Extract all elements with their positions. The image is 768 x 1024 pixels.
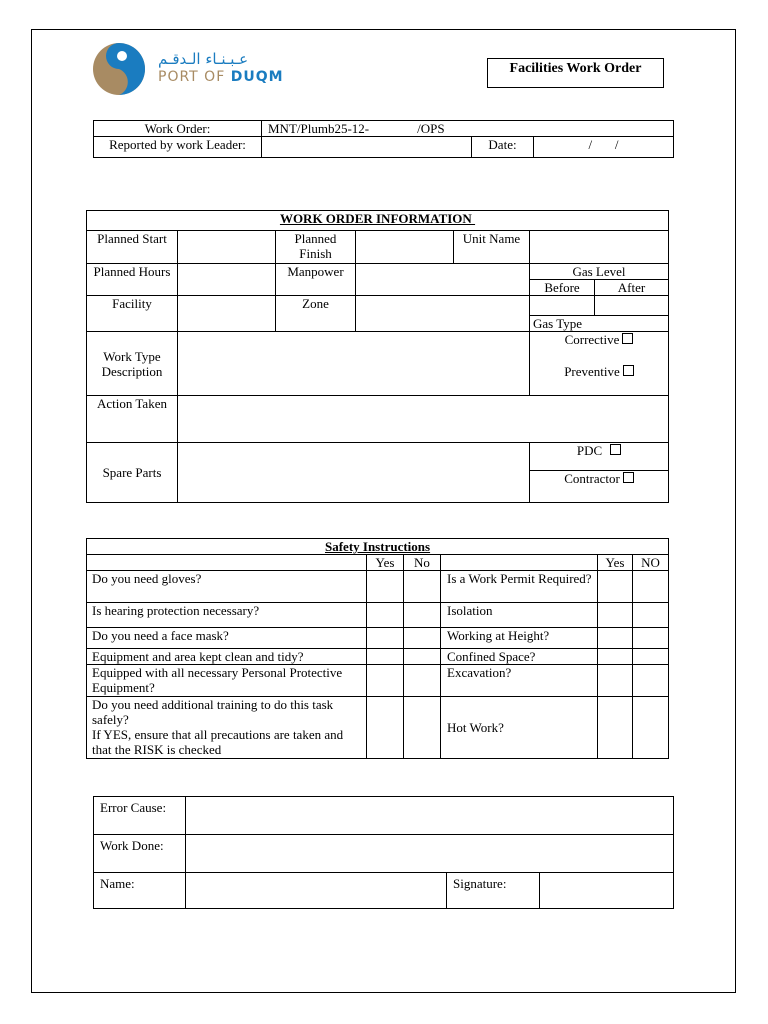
safety-yes-cell[interactable] [367, 649, 404, 665]
pdc-option[interactable] [530, 443, 669, 471]
preventive-checkbox[interactable] [623, 365, 634, 376]
work-order-header-table [93, 120, 674, 158]
safety-row [87, 665, 669, 697]
gas-after-label: After [595, 280, 669, 296]
unit-name-field[interactable] [530, 231, 669, 264]
corrective-checkbox[interactable] [622, 333, 633, 344]
manpower-field[interactable] [356, 264, 530, 296]
unit-name-label: Unit Name [454, 231, 530, 264]
safety-yes-cell[interactable] [598, 665, 633, 697]
corrective-label: Corrective [564, 332, 620, 347]
safety-yes-cell[interactable] [598, 697, 633, 759]
info-title-text: WORK ORDER INFORMATION [279, 211, 476, 226]
work-order-value[interactable] [262, 121, 674, 137]
safety-yes-cell[interactable] [367, 665, 404, 697]
safety-yes-cell[interactable] [367, 603, 404, 628]
work-order-label: Work Order: [94, 121, 262, 137]
safety-yes-cell[interactable] [367, 697, 404, 759]
contractor-option[interactable] [530, 471, 669, 503]
logo-arabic-text: عـبـنـاء الـدقـم [158, 50, 249, 68]
date-field[interactable]: / / [534, 137, 674, 158]
planned-finish-field[interactable] [356, 231, 454, 264]
planned-hours-field[interactable] [178, 264, 276, 296]
safety-instructions-title: Safety Instructions [87, 539, 669, 555]
safety-no-cell[interactable] [633, 665, 669, 697]
gas-type-label: Gas Type [530, 316, 669, 332]
work-type-label [87, 332, 178, 396]
work-type-text: Work Type Description [101, 348, 163, 379]
manpower-label: Manpower [276, 264, 356, 296]
safety-yes-header-right: Yes [598, 555, 633, 571]
signature-label: Signature: [447, 873, 540, 909]
action-taken-field[interactable] [178, 396, 669, 443]
logo-english-duqm: DUQM [230, 69, 284, 85]
pdc-label: PDC [576, 443, 603, 458]
logo-english-text [158, 69, 284, 85]
safety-question-right: Hot Work? [441, 697, 598, 759]
contractor-checkbox[interactable] [623, 472, 634, 483]
safety-no-cell[interactable] [404, 603, 441, 628]
gas-after-field[interactable] [595, 296, 669, 316]
safety-no-cell[interactable] [633, 697, 669, 759]
contractor-label: Contractor [564, 471, 620, 486]
safety-instructions-table [86, 538, 669, 759]
work-done-label: Work Done: [94, 835, 186, 873]
error-cause-label: Error Cause: [94, 797, 186, 835]
gas-before-label: Before [530, 280, 595, 296]
safety-no-header-right: NO [633, 555, 669, 571]
zone-field[interactable] [356, 296, 530, 332]
name-label: Name: [94, 873, 186, 909]
action-taken-label: Action Taken [87, 396, 178, 443]
form-title: Facilities Work Order [487, 58, 664, 88]
preventive-option[interactable] [530, 364, 669, 396]
safety-no-cell[interactable] [404, 628, 441, 649]
safety-no-cell[interactable] [633, 603, 669, 628]
safety-yes-cell[interactable] [367, 628, 404, 649]
date-label: Date: [472, 137, 534, 158]
preventive-label: Preventive [564, 363, 620, 379]
error-cause-field[interactable] [186, 797, 674, 835]
safety-no-cell[interactable] [404, 571, 441, 603]
spare-parts-field[interactable] [178, 443, 530, 503]
safety-no-cell[interactable] [633, 571, 669, 603]
work-type-field[interactable] [178, 332, 530, 396]
safety-row [87, 697, 669, 759]
planned-finish-label: Planned Finish [276, 231, 356, 264]
safety-question-right: Excavation? [441, 665, 598, 697]
safety-row [87, 649, 669, 665]
safety-question-right: Isolation [441, 603, 598, 628]
safety-yes-cell[interactable] [598, 603, 633, 628]
work-done-field[interactable] [186, 835, 674, 873]
safety-question-left: Do you need additional training to do this task safely? If YES, ensure that all precautions are taken and that the RISK is checked [87, 697, 367, 759]
safety-question-left: Do you need gloves? [87, 571, 367, 603]
safety-yes-header-left: Yes [367, 555, 404, 571]
signature-field[interactable] [540, 873, 674, 909]
safety-row [87, 571, 669, 603]
work-order-information-title [87, 211, 669, 231]
safety-question-left: Equipment and area kept clean and tidy? [87, 649, 367, 665]
safety-no-cell[interactable] [633, 649, 669, 665]
safety-question-left: Do you need a face mask? [87, 628, 367, 649]
safety-row [87, 628, 669, 649]
safety-no-cell[interactable] [404, 649, 441, 665]
zone-label: Zone [276, 296, 356, 332]
safety-question-right: Is a Work Permit Required? [441, 571, 598, 603]
planned-start-field[interactable] [178, 231, 276, 264]
safety-no-cell[interactable] [404, 665, 441, 697]
safety-no-cell[interactable] [404, 697, 441, 759]
safety-header-blank-left [87, 555, 367, 571]
safety-yes-cell[interactable] [367, 571, 404, 603]
logo-emblem-icon [92, 42, 148, 96]
reported-by-field[interactable] [262, 137, 472, 158]
safety-no-header-left: No [404, 555, 441, 571]
name-field[interactable] [186, 873, 447, 909]
facility-label: Facility [87, 296, 178, 332]
gas-level-label: Gas Level [530, 264, 669, 280]
safety-no-cell[interactable] [633, 628, 669, 649]
safety-yes-cell[interactable] [598, 571, 633, 603]
spare-parts-label [87, 443, 178, 503]
work-order-information-table [86, 210, 669, 503]
safety-question-left: Equipped with all necessary Personal Protective Equipment? [87, 665, 367, 697]
logo-english-port-of: PORT OF [158, 69, 231, 85]
safety-yes-cell[interactable] [598, 649, 633, 665]
work-order-suffix: /OPS [417, 121, 445, 136]
planned-hours-label: Planned Hours [87, 264, 178, 296]
planned-start-label: Planned Start [87, 231, 178, 264]
gas-before-field[interactable] [530, 296, 595, 316]
completion-table [93, 796, 674, 909]
corrective-option[interactable] [530, 332, 669, 364]
safety-question-right: Confined Space? [441, 649, 598, 665]
pdc-checkbox[interactable] [610, 444, 621, 455]
spare-parts-text: Spare Parts [102, 465, 162, 480]
safety-row [87, 603, 669, 628]
safety-header-blank-right [441, 555, 598, 571]
port-of-duqm-logo [92, 42, 302, 98]
work-order-number: MNT/Plumb25-12- [268, 121, 370, 136]
reported-by-label: Reported by work Leader: [94, 137, 262, 158]
safety-question-right: Working at Height? [441, 628, 598, 649]
safety-yes-cell[interactable] [598, 628, 633, 649]
facility-field[interactable] [178, 296, 276, 332]
safety-question-left: Is hearing protection necessary? [87, 603, 367, 628]
